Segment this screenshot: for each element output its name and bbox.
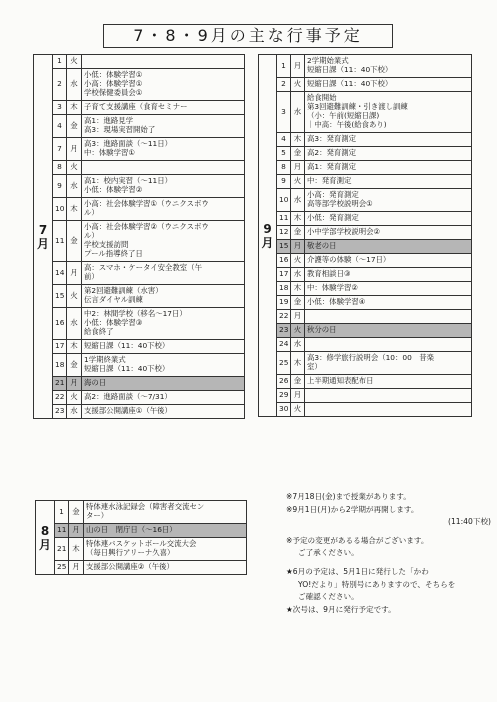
day-number: 1 xyxy=(277,55,291,78)
schedule-row xyxy=(259,324,472,338)
event-line: ｜中高：午後(給食あり) xyxy=(307,119,387,129)
schedule-row xyxy=(259,78,472,92)
day-number: 1 xyxy=(53,55,67,69)
note-line: ※7月18日(金)まで授業があります。 xyxy=(286,492,411,501)
day-number: 25 xyxy=(55,561,69,575)
event-cell xyxy=(82,115,245,138)
weekday: 金 xyxy=(67,115,82,138)
event-line: 中2：林間学校（移名～17日） xyxy=(84,309,187,319)
weekday: 火 xyxy=(291,175,305,189)
schedule-row xyxy=(34,340,245,354)
schedule-row xyxy=(34,285,245,308)
weekday: 金 xyxy=(67,221,82,262)
event-cell xyxy=(305,338,472,352)
day-number: 18 xyxy=(53,354,67,377)
schedule-row xyxy=(36,501,247,524)
event-line: 秋分の日 xyxy=(307,325,337,335)
event-line: 支援部公開講座①（午後） xyxy=(84,406,172,416)
weekday: 水 xyxy=(67,405,82,419)
event-cell xyxy=(305,147,472,161)
month-label: 8 月 xyxy=(36,501,55,575)
schedule-row xyxy=(34,101,245,115)
event-cell xyxy=(305,212,472,226)
weekday: 月 xyxy=(69,524,84,538)
event-cell xyxy=(305,254,472,268)
weekday: 火 xyxy=(291,254,305,268)
schedule-row xyxy=(34,161,245,175)
schedule-row xyxy=(259,55,472,78)
event-cell xyxy=(305,324,472,338)
day-number: 24 xyxy=(277,338,291,352)
event-line: 高1：進路見学 xyxy=(84,116,134,126)
event-cell xyxy=(82,405,245,419)
event-cell xyxy=(305,189,472,212)
event-line: 高3：現場実習開始了 xyxy=(84,125,156,134)
day-number: 16 xyxy=(277,254,291,268)
event-cell xyxy=(82,138,245,161)
day-number: 5 xyxy=(277,147,291,161)
schedule-row xyxy=(34,391,245,405)
schedule-row xyxy=(259,282,472,296)
event-line: 高3：進路面談（～11日） xyxy=(84,139,173,149)
schedule-row xyxy=(34,198,245,221)
day-number: 17 xyxy=(277,268,291,282)
event-line: 中：発育測定 xyxy=(307,176,352,186)
schedule-row xyxy=(259,212,472,226)
event-line: 第3回避難訓練・引き渡し訓練 xyxy=(307,102,408,112)
day-number: 29 xyxy=(277,389,291,403)
event-cell xyxy=(305,310,472,324)
schedule-row xyxy=(34,308,245,340)
schedule-row xyxy=(259,296,472,310)
weekday: 金 xyxy=(291,296,305,310)
schedule-row xyxy=(259,403,472,417)
schedule-row xyxy=(259,189,472,212)
weekday: 月 xyxy=(291,55,305,78)
event-cell xyxy=(82,391,245,405)
event-line: 敬老の日 xyxy=(307,241,337,251)
event-cell xyxy=(305,240,472,254)
event-line: 1学期終業式 xyxy=(84,355,126,365)
event-cell xyxy=(305,375,472,389)
weekday: 水 xyxy=(67,69,82,101)
event-cell xyxy=(84,524,247,538)
event-cell xyxy=(305,55,472,78)
day-number: 17 xyxy=(53,340,67,354)
event-line: 高1：発育測定 xyxy=(307,162,357,172)
weekday: 水 xyxy=(291,189,305,212)
day-number: 18 xyxy=(277,282,291,296)
weekday: 水 xyxy=(67,175,82,198)
event-line: ル） xyxy=(84,208,99,217)
event-line: 第2回避難訓練（水害） xyxy=(84,286,163,296)
event-line: 給食開始 xyxy=(307,93,337,103)
event-line: 小低：体験学習④ xyxy=(307,297,366,307)
weekday: 木 xyxy=(69,538,84,561)
september-schedule-table xyxy=(258,54,472,417)
event-line: 短縮日課（11：40下校） xyxy=(307,79,393,89)
event-cell xyxy=(305,175,472,189)
weekday: 火 xyxy=(67,161,82,175)
weekday: 水 xyxy=(291,92,305,133)
day-number: 1 xyxy=(55,501,69,524)
day-number: 11 xyxy=(277,212,291,226)
event-cell xyxy=(305,226,472,240)
day-number: 11 xyxy=(55,524,69,538)
schedule-row xyxy=(34,115,245,138)
day-number: 11 xyxy=(53,221,67,262)
day-number: 3 xyxy=(53,101,67,115)
schedule-row xyxy=(34,377,245,391)
weekday: 火 xyxy=(291,403,305,417)
schedule-row xyxy=(259,375,472,389)
notes-section xyxy=(286,491,491,616)
event-cell xyxy=(82,285,245,308)
schedule-row xyxy=(34,262,245,285)
event-line: ター） xyxy=(86,511,109,520)
event-cell xyxy=(305,282,472,296)
day-number: 16 xyxy=(53,308,67,340)
event-cell xyxy=(84,538,247,561)
event-cell xyxy=(305,352,472,375)
event-line: 小中学部学校説明会② xyxy=(307,227,381,237)
event-line: 伝言ダイヤル訓練 xyxy=(84,295,143,304)
note-line: ※予定の変更があるる場合がございます。 xyxy=(286,535,429,545)
weekday: 火 xyxy=(291,78,305,92)
event-line: プール指導終了日 xyxy=(84,248,143,258)
weekday: 木 xyxy=(67,101,82,115)
event-line: 短縮日課（11：40下校） xyxy=(307,65,393,74)
weekday: 月 xyxy=(291,161,305,175)
day-number: 15 xyxy=(53,285,67,308)
event-line: 中：体験学習② xyxy=(307,283,358,293)
day-number: 8 xyxy=(277,161,291,175)
event-cell xyxy=(84,561,247,575)
weekday: 月 xyxy=(291,240,305,254)
weekday: 木 xyxy=(291,282,305,296)
weekday: 火 xyxy=(67,391,82,405)
event-line: 高2：発育測定 xyxy=(307,148,357,158)
event-line: 小高：体験学習① xyxy=(84,79,143,89)
event-line: 小低：体験学習① xyxy=(84,70,143,80)
note-line: YO!だより」特別号にありますので、そちらを xyxy=(298,579,456,589)
weekday: 水 xyxy=(67,308,82,340)
day-number: 23 xyxy=(277,324,291,338)
schedule-row xyxy=(34,138,245,161)
day-number: 15 xyxy=(277,240,291,254)
month-label: 7 月 xyxy=(34,55,53,419)
schedule-row xyxy=(36,538,247,561)
august-schedule-table xyxy=(35,500,247,575)
schedule-row xyxy=(259,310,472,324)
day-number: 10 xyxy=(53,198,67,221)
event-line: （毎日興行アリーナ久喜） xyxy=(86,548,175,557)
event-line: 介護等の体験（～17日） xyxy=(307,255,391,265)
event-cell xyxy=(82,175,245,198)
event-line: 特体連水泳記録会（障害者交流セン xyxy=(86,502,205,512)
weekday: 木 xyxy=(291,212,305,226)
weekday: 月 xyxy=(67,262,82,285)
schedule-row xyxy=(34,55,245,69)
event-line: 上半期通知表配布日 xyxy=(307,376,374,386)
day-number: 12 xyxy=(277,226,291,240)
event-cell xyxy=(82,221,245,262)
schedule-row xyxy=(34,69,245,101)
weekday: 月 xyxy=(291,310,305,324)
weekday: 火 xyxy=(67,285,82,308)
day-number: 10 xyxy=(277,189,291,212)
day-number: 30 xyxy=(277,403,291,417)
event-cell xyxy=(82,69,245,101)
event-line: 2学期始業式 xyxy=(307,56,349,66)
event-cell xyxy=(82,262,245,285)
weekday: 水 xyxy=(291,268,305,282)
day-number: 25 xyxy=(277,352,291,375)
day-number: 21 xyxy=(53,377,67,391)
weekday: 金 xyxy=(291,147,305,161)
weekday: 水 xyxy=(291,338,305,352)
event-cell xyxy=(305,296,472,310)
event-line: 小低：発育測定 xyxy=(307,213,359,223)
day-number: 2 xyxy=(53,69,67,101)
event-cell xyxy=(82,161,245,175)
event-cell xyxy=(305,389,472,403)
weekday: 木 xyxy=(291,133,305,147)
note-line: ご確認ください。 xyxy=(298,592,359,602)
event-cell xyxy=(82,340,245,354)
page-title: 7・8・9月の主な行事予定 xyxy=(103,24,393,48)
weekday: 火 xyxy=(291,324,305,338)
schedule-row xyxy=(259,352,472,375)
schedule-row xyxy=(34,405,245,419)
july-schedule-table xyxy=(33,54,245,419)
event-line: 高2：進路面談（～7/31） xyxy=(84,392,172,402)
schedule-row xyxy=(259,161,472,175)
schedule-row xyxy=(36,524,247,538)
event-cell xyxy=(84,501,247,524)
event-line: 小高：発育測定 xyxy=(307,190,359,200)
event-line: 室） xyxy=(307,362,322,371)
day-number: 19 xyxy=(277,296,291,310)
event-line: 高1：校内実習（～11日） xyxy=(84,176,173,186)
day-number: 26 xyxy=(277,375,291,389)
note-line: (11:40下校) xyxy=(448,517,491,527)
day-number: 23 xyxy=(53,405,67,419)
event-line: 中：体験学習① xyxy=(84,148,135,157)
schedule-row xyxy=(34,354,245,377)
event-cell xyxy=(82,377,245,391)
event-line: （小：午前(短縮日課) xyxy=(307,111,380,120)
day-number: 9 xyxy=(53,175,67,198)
weekday: 月 xyxy=(67,138,82,161)
event-line: 特体連バスケットボール交流大会 xyxy=(86,539,197,549)
weekday: 月 xyxy=(67,377,82,391)
schedule-row xyxy=(259,254,472,268)
event-line: 前） xyxy=(84,272,99,281)
event-line: 学校支援訪問 xyxy=(84,240,129,249)
note-line: ご了承ください。 xyxy=(298,548,359,558)
day-number: 8 xyxy=(53,161,67,175)
event-cell xyxy=(82,198,245,221)
event-cell xyxy=(82,354,245,377)
weekday: 木 xyxy=(291,352,305,375)
event-line: 高等部学校説明会① xyxy=(307,199,373,208)
event-cell xyxy=(82,55,245,69)
event-line: 海の日 xyxy=(84,378,107,388)
event-line: 高3：修学旅行説明会（10：00 昔楽 xyxy=(307,353,434,363)
day-number: 9 xyxy=(277,175,291,189)
event-line: 小低：体験学習③ xyxy=(84,318,143,328)
schedule-row xyxy=(34,175,245,198)
event-line: 高3：発育測定 xyxy=(307,134,357,144)
event-line: 支援部公開講座②（午後） xyxy=(86,562,174,572)
day-number: 2 xyxy=(277,78,291,92)
schedule-row xyxy=(259,147,472,161)
month-label: 9 月 xyxy=(259,55,277,417)
event-cell xyxy=(82,101,245,115)
event-line: 高：スマホ・ケータイ安全教室（午 xyxy=(84,263,202,273)
weekday: 金 xyxy=(291,375,305,389)
event-line: 学校保健委員会① xyxy=(84,87,143,97)
weekday: 火 xyxy=(67,55,82,69)
event-cell xyxy=(82,308,245,340)
day-number: 3 xyxy=(277,92,291,133)
note-line: ※9月1日(月)から2学期が再開します。 xyxy=(286,504,419,514)
weekday: 木 xyxy=(67,198,82,221)
weekday: 月 xyxy=(291,389,305,403)
schedule-row xyxy=(259,133,472,147)
schedule-row xyxy=(259,338,472,352)
schedule-row xyxy=(259,226,472,240)
event-line: ル） xyxy=(84,231,99,241)
event-line: 短縮日課（11：40下校） xyxy=(84,364,170,373)
event-line: 小高：社会体験学習②（ウニクスボウ xyxy=(84,222,209,232)
day-number: 22 xyxy=(53,391,67,405)
event-cell xyxy=(305,133,472,147)
day-number: 7 xyxy=(53,138,67,161)
event-cell xyxy=(305,78,472,92)
event-line: 子育て支援講座（食育セミナー xyxy=(84,102,188,112)
event-line: 短縮日課（11：40下校） xyxy=(84,341,170,351)
weekday: 金 xyxy=(67,354,82,377)
weekday: 金 xyxy=(69,501,84,524)
note-line: ★6月の予定は、5月1日に発行した「かわ xyxy=(286,566,429,576)
event-cell xyxy=(305,92,472,133)
event-line: 小低：体験学習② xyxy=(84,185,143,194)
event-line: 山の日 閉庁日（～16日） xyxy=(86,525,177,535)
weekday: 木 xyxy=(67,340,82,354)
schedule-row xyxy=(259,268,472,282)
weekday: 月 xyxy=(69,561,84,575)
note-line: ★次号は、9月に発行予定です。 xyxy=(286,604,396,614)
event-cell xyxy=(305,161,472,175)
event-line: 教育相談日③ xyxy=(307,269,351,279)
schedule-row xyxy=(259,240,472,254)
day-number: 14 xyxy=(53,262,67,285)
day-number: 21 xyxy=(55,538,69,561)
event-line: 小高：社会体験学習①（ウニクスボウ xyxy=(84,199,209,209)
schedule-row xyxy=(259,175,472,189)
event-cell xyxy=(305,268,472,282)
schedule-row xyxy=(34,221,245,262)
schedule-row xyxy=(259,389,472,403)
schedule-row xyxy=(36,561,247,575)
event-line: 給食終了 xyxy=(84,326,114,336)
weekday: 金 xyxy=(291,226,305,240)
day-number: 22 xyxy=(277,310,291,324)
event-cell xyxy=(305,403,472,417)
schedule-row xyxy=(259,92,472,133)
day-number: 4 xyxy=(53,115,67,138)
day-number: 4 xyxy=(277,133,291,147)
